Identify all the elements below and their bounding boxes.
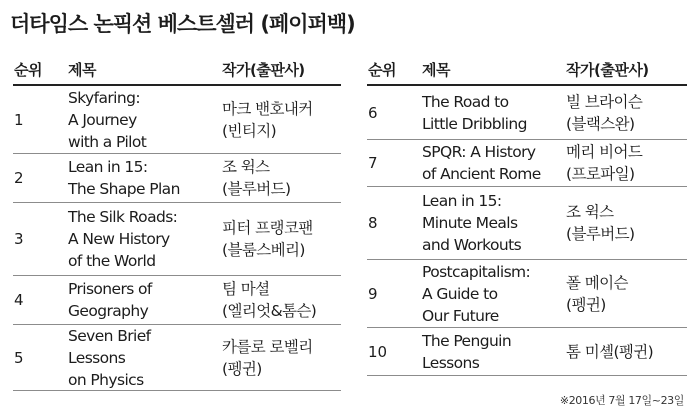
rank-cell: 2 [14, 169, 24, 187]
table-row [13, 325, 341, 391]
header-title: 제목 [422, 61, 450, 79]
table-row [367, 86, 687, 140]
title-cell: The Silk Roads: A New History of the World [68, 208, 178, 270]
author-cell: 메리 비어드 (프로파일) [566, 143, 643, 183]
title-cell: Lean in 15: The Shape Plan [68, 158, 180, 198]
table-row [367, 187, 687, 260]
header-author: 작가(출판사) [222, 61, 305, 79]
title-cell: Postcapitalism: A Guide to Our Future [422, 262, 531, 325]
rank-cell: 7 [368, 154, 378, 172]
table-row [13, 276, 341, 325]
table-header [13, 58, 341, 86]
table-row [13, 203, 341, 276]
table-row [13, 86, 341, 154]
rank-cell: 8 [368, 214, 378, 232]
rank-cell: 1 [14, 110, 24, 129]
title-cell: Seven Brief Lessons on Physics [68, 326, 151, 389]
table-header [367, 58, 687, 86]
author-cell: 피터 프랭코팬 (블룸스베리) [222, 219, 313, 259]
author-cell: 팀 마셜 (엘리엇&톰슨) [222, 280, 317, 320]
title-cell: The Penguin Lessons [422, 331, 512, 372]
rank-cell: 3 [14, 230, 24, 248]
table-row [13, 154, 341, 203]
title-cell: SPQR: A History of Ancient Rome [422, 143, 541, 183]
rank-cell: 9 [368, 284, 378, 303]
bestseller-table-right [367, 58, 687, 376]
title-cell: Skyfaring: A Journey with a Pilot [68, 88, 147, 151]
author-cell: 조 윅스 (블루버드) [566, 203, 635, 243]
author-cell: 폴 메이슨 (펭귄) [566, 273, 628, 314]
page-title: 더타임스 논픽션 베스트셀러 (페이퍼백) [10, 12, 355, 36]
header-rank: 순위 [368, 61, 396, 79]
header-author: 작가(출판사) [566, 61, 649, 79]
author-cell: 카를로 로벨리 (펭귄) [222, 337, 313, 378]
rank-cell: 5 [14, 348, 24, 367]
author-cell: 마크 밴호내커 (빈티지) [222, 99, 313, 140]
date-footnote: ※2016년 7월 17일~23일 [559, 394, 684, 407]
table-row [367, 328, 687, 376]
title-cell: Prisoners of Geography [68, 280, 152, 320]
rank-cell: 6 [368, 103, 378, 122]
rank-cell: 4 [14, 291, 24, 309]
author-cell: 빌 브라이슨 (블랙스완) [566, 92, 643, 133]
title-cell: The Road to Little Dribbling [422, 92, 527, 133]
header-title: 제목 [68, 61, 96, 79]
table-row [367, 140, 687, 187]
author-cell: 조 윅스 (블루버드) [222, 158, 291, 198]
rank-cell: 10 [368, 342, 388, 361]
title-cell: Lean in 15: Minute Meals and Workouts [422, 192, 522, 254]
bestseller-table-left [13, 58, 341, 391]
header-rank: 순위 [14, 61, 42, 79]
table-row [367, 260, 687, 328]
author-cell: 톰 미셸(펭귄) [566, 342, 654, 361]
